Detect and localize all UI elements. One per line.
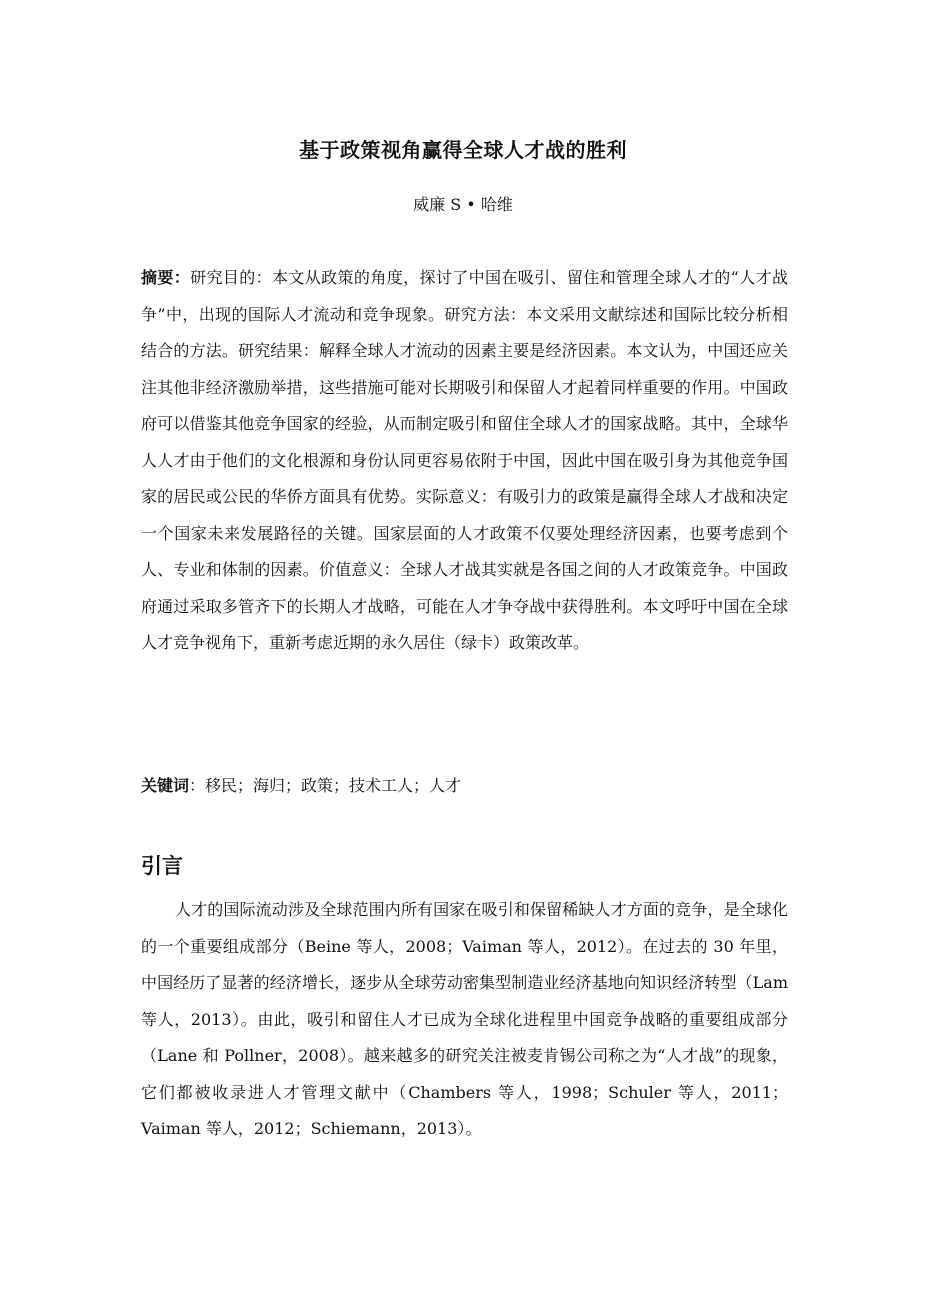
paper-title: 基于政策视角赢得全球人才战的胜利 <box>299 138 627 162</box>
abstract-label: 摘要： <box>141 268 191 287</box>
abstract-paragraph <box>141 260 788 662</box>
section-heading-introduction: 引言 <box>141 854 183 878</box>
abstract-text: 研究目的：本文从政策的角度，探讨了中国在吸引、留住和管理全球人才的“人才战争”中，出现的国际人才流动和竞争现象。研究方法：本文采用文献综述和国际比较分析相结合的方法。研究结果：解释全球人才流动的因素主要是经济因素。本文认为，中国还应关注其他非经济激励举措，这些措施可能对长期吸引和保留人才起着同样重要的作用。中国政府可以借鉴其他竞争国家的经验，从而制定吸引和留住全球人才的国家战略。其中，全球华人人才由于他们的文化根源和身份认同更容易依附于中国，因此中国在吸引身为其他竞争国家的居民或公民的华侨方面具有优势。实际意义：有吸引力的政策是赢得全球人才战和决定一个国家未来发展路径的关键。国家层面的人才政策不仅要处理经济因素，也要考虑到个人、专业和体制的因素。价值意义：全球人才战其实就是各国之间的人才政策竞争。中国政府通过采取多管齐下的长期人才战略，可能在人才争夺战中获得胜利。本文呼吁中国在全球人才竞争视角下，重新考虑近期的永久居住（绿卡）政策改革。 <box>141 268 788 652</box>
keywords-label: 关键词 <box>141 776 190 795</box>
keywords-paragraph <box>141 768 788 805</box>
keywords-text: ：移民；海归；政策；技术工人；人才 <box>189 776 462 795</box>
introduction-paragraph: 人才的国际流动涉及全球范围内所有国家在吸引和保留稀缺人才方面的竞争，是全球化的一个重要组成部分（Beine 等人，2008；Vaiman 等人，2012）。在过去的 30 年里，中国经历了显著的经济增长，逐步从全球劳动密集型制造业经济基地向知识经济转型（Lam 等人，2013）。由此，吸引和留住人才已成为全球化进程里中国竞争战略的重要组成部分（Lane 和 Pollner，2008）。越来越多的研究关注被麦肯锡公司称之为“人才战”的现象，它们都被收录进人才管理文献中（Chambers 等人，1998；Schuler 等人，2011；Vaiman 等人，2012；Schiemann，2013）。 <box>141 900 788 1138</box>
author-name: 威廉 S • 哈维 <box>413 195 513 214</box>
